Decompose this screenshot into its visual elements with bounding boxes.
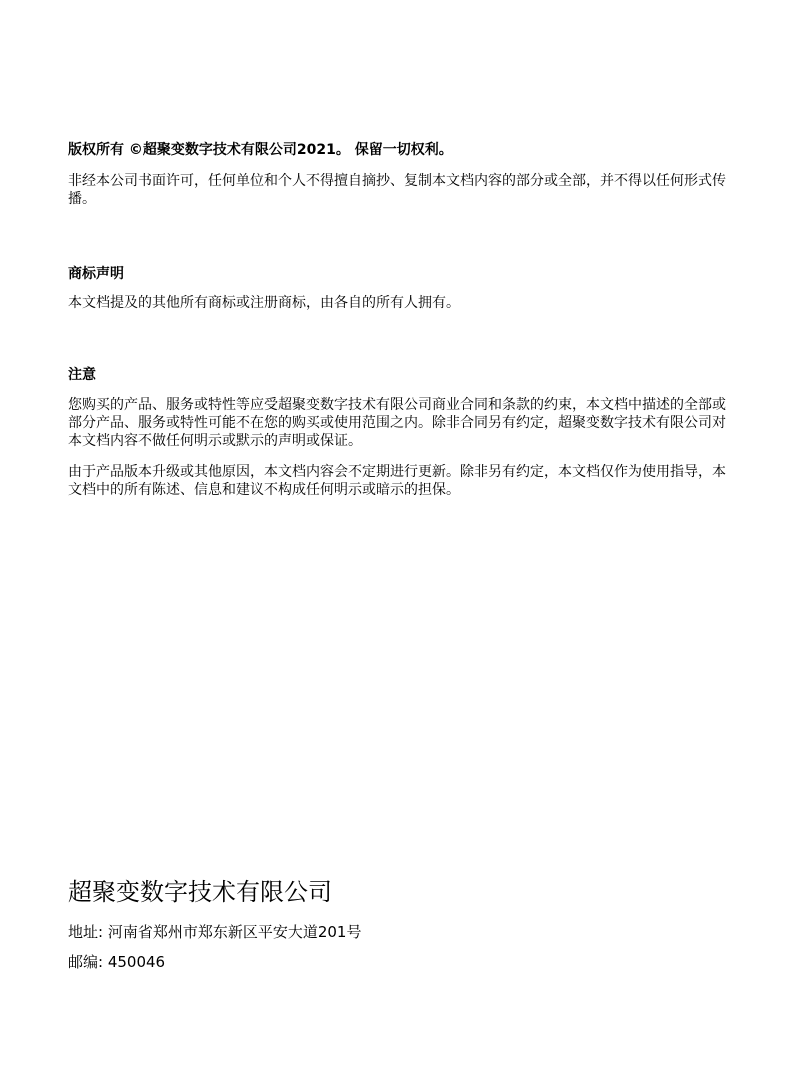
copyright-text: 非经本公司书面许可，任何单位和个人不得擅自摘抄、复制本文档内容的部分或全部，并不得以任何形式传播。 <box>68 173 726 207</box>
trademark-text: 本文档提及的其他所有商标或注册商标，由各自的所有人拥有。 <box>68 295 460 311</box>
copyright-heading: 版权所有 ©超聚变数字技术有限公司2021。 保留一切权利。 <box>68 142 453 158</box>
notice-paragraph: 由于产品版本升级或其他原因，本文档内容会不定期进行更新。除非另有约定，本文档仅作为使用指导，本文档中的所有陈述、信息和建议不构成任何明示或暗示的担保。 <box>68 464 726 498</box>
company-address: 地址: 河南省郑州市郑东新区平安大道201号 <box>68 923 362 941</box>
company-postcode: 邮编: 450046 <box>68 953 166 971</box>
trademark-heading: 商标声明 <box>68 266 124 282</box>
notice-heading: 注意 <box>68 367 96 383</box>
notice-paragraph: 您购买的产品、服务或特性等应受超聚变数字技术有限公司商业合同和条款的约束，本文档中描述的全部或部分产品、服务或特性可能不在您的购买或使用范围之内。除非合同另有约定，超聚变数字技术有限公司对本文档内容不做任何明示或默示的声明或保证。 <box>68 397 726 449</box>
company-name: 超聚变数字技术有限公司 <box>68 878 332 906</box>
